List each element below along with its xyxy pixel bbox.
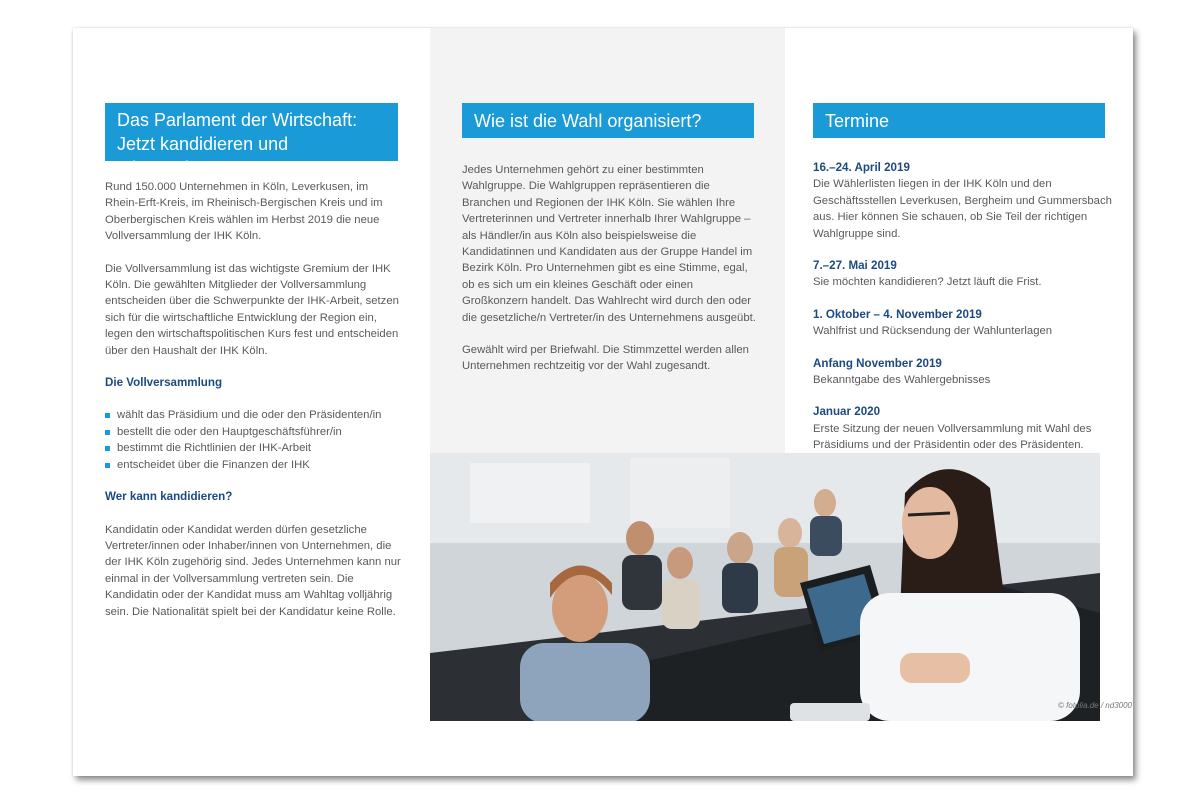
term-date: Januar 2020 (813, 405, 881, 419)
term-text: Sie möchten kandidieren? Jetzt läuft die Frist. (813, 276, 1042, 289)
term-item (813, 160, 1113, 242)
subhead-kandidieren: Wer kann kandidieren? (105, 490, 233, 504)
term-item (813, 356, 1113, 389)
term-date: 1. Oktober – 4. November 2019 (813, 307, 982, 321)
subhead-vollversammlung: Die Vollversammlung (105, 376, 223, 390)
term-date: 16.–24. April 2019 (813, 161, 910, 174)
heading-line-2: Jetzt kandidieren und mitgestalten! (117, 134, 289, 178)
term-date: Anfang November 2019 (813, 356, 942, 370)
term-text: Wahlfrist und Rücksendung der Wahlunterlagen (813, 325, 1053, 338)
bullet-list (105, 407, 401, 473)
list-item: entscheidet über die Finanzen der IHK (105, 457, 401, 473)
heading-wahl: Wie ist die Wahl organisiert? (462, 103, 754, 138)
heading-termine: Termine (813, 103, 1105, 138)
vollversammlung-paragraph: Die Vollversammlung ist das wichtigste Gremium der IHK Köln. Die gewählten Mitglieder der Vollversammlung entscheiden über die Schwerpunkte der IHK-Arbeit, setzen sich für die wirtschaftliche Entwicklung der Region ein, legen den wirtschaftspolitischen Kurs fest und entscheiden über den Haushalt der IHK Köln. (105, 262, 399, 357)
brochure-spread (73, 28, 1133, 776)
term-date: 7.–27. Mai 2019 (813, 259, 897, 273)
heading-line-1: Das Parlament der Wirtschaft: (117, 110, 358, 130)
kandidieren-paragraph: Kandidatin oder Kandidat werden dürfen gesetzliche Vertreter/innen oder Inhaber/innen von Unternehmen, die der IHK Köln zugehörig sind. Jedes Unternehmen kann nur einmal in der Vollversammlung vertreten sein. Die Kandidatin oder der Kandidat muss am Wahltag volljährig sein. Die Nationalität spielt bei der Kandidatur keine Rolle. (105, 523, 401, 618)
term-text: Bekanntgabe des Wahlergebnisses (813, 374, 991, 387)
term-text: Erste Sitzung der neuen Vollversammlung mit Wahl des Präsidiums und der Präsidentin oder des Präsidenten. (813, 422, 1092, 452)
list-item: wählt das Präsidium und die oder den Präsidenten/in (105, 407, 401, 423)
heading-parlament (105, 103, 398, 178)
left-column (105, 179, 401, 636)
list-item: bestellt die oder den Hauptgeschäftsführer/in (105, 424, 401, 440)
list-item: bestimmt die Richtlinien der IHK-Arbeit (105, 440, 401, 456)
briefwahl-paragraph: Gewählt wird per Briefwahl. Die Stimmzettel werden allen Unternehmen rechtzeitig vor der Wahl zugesandt. (462, 344, 749, 373)
meeting-photo-illustration (430, 453, 1100, 721)
middle-column (462, 162, 758, 391)
right-column (813, 160, 1113, 470)
term-text: Die Wählerlisten liegen in der IHK Köln und den Geschäftsstellen Leverkusen, Bergheim und Gummersbach aus. Hier können Sie schauen, ob Sie Teil der richtigen Wahlgruppe sind. (813, 178, 1112, 240)
intro-paragraph: Rund 150.000 Unternehmen in Köln, Leverkusen, im Rhein-Erft-Kreis, im Rheinisch-Bergischen Kreis und im Oberbergischen Kreis wählen im Herbst 2019 die neue Vollversammlung der IHK Köln. (105, 181, 383, 243)
wahlgruppe-paragraph: Jedes Unternehmen gehört zu einer bestimmten Wahlgruppe. Die Wahlgruppen repräsentieren die Branchen und Regionen der IHK Köln. Sie wählen Ihre Vertreterinnen und Vertreter innerhalb Ihrer Wahlgruppe – als Händler/in aus Köln also beispielsweise die Kandidatinnen und Kandidaten aus der Gruppe Handel im Bezirk Köln. Pro Unternehmen gibt es eine Stimme, egal, ob es sich um ein kleines Geschäft oder einen Großkonzern handelt. Das Wahlrecht wird durch den oder die gesetzliche/n Vertreter/in des Unternehmens ausgeübt. (462, 164, 756, 324)
photo-credit: © fotolia.de / nd3000 (1058, 701, 1132, 710)
term-item (813, 258, 1113, 291)
term-item (813, 404, 1113, 453)
term-item (813, 307, 1113, 340)
meeting-photo (430, 453, 1100, 721)
